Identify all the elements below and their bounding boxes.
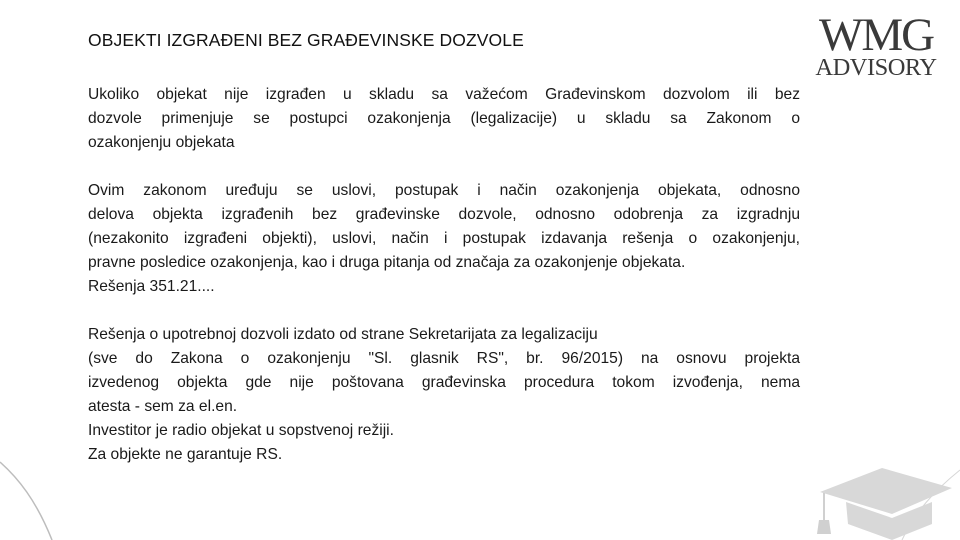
paragraph-line: Ukoliko objekat nije izgrađen u skladu sa važećom Građevinskom dozvolom ili bez bbox=[88, 86, 800, 103]
paragraph-line: Za objekte ne garantuje RS. bbox=[88, 446, 283, 463]
paragraph-3 bbox=[88, 323, 800, 467]
paragraph-line: (nezakonito izgrađeni objekti), uslovi, način i postupak izdavanja rešenja o ozakonjenju, bbox=[88, 230, 800, 247]
paragraph-line: Rešenja o upotrebnoj dozvoli izdato od strane Sekretarijata za legalizaciju bbox=[88, 326, 598, 343]
slide-title: OBJEKTI IZGRAĐENI BEZ GRAĐEVINSKE DOZVOLE bbox=[88, 30, 524, 50]
paragraph-line: Rešenja 351.21.... bbox=[88, 278, 215, 295]
paragraph-line: pravne posledice ozakonjenja, kao i druga pitanja od značaja za ozakonjenje objekata. bbox=[88, 254, 686, 271]
logo-main-text: WMG bbox=[818, 9, 934, 61]
logo-sub-text: ADVISORY bbox=[815, 54, 937, 81]
paragraph-1 bbox=[88, 83, 800, 155]
slide-body bbox=[88, 83, 800, 467]
paragraph-line: atesta - sem za el.en. bbox=[88, 398, 238, 415]
paragraph-line: Ovim zakonom uređuju se uslovi, postupak i način ozakonjenja objekata, odnosno bbox=[88, 182, 800, 199]
paragraph-line: dozvole primenjuje se postupci ozakonjenja (legalizacije) u skladu sa Zakonom o bbox=[88, 110, 800, 127]
paragraph-line: izvedenog objekta gde nije poštovana građevinska procedura tokom izvođenja, nema bbox=[88, 374, 800, 391]
paragraph-2 bbox=[88, 179, 800, 299]
graduation-cap-icon bbox=[812, 462, 960, 540]
paragraph-line: delova objekta izgrađenih bez građevinske dozvole, odnosno odobrenja za izgradnju bbox=[88, 206, 800, 223]
wmg-advisory-logo bbox=[806, 9, 946, 81]
paragraph-line: Investitor je radio objekat u sopstvenoj režiji. bbox=[88, 422, 394, 439]
paragraph-line: (sve do Zakona o ozakonjenju "Sl. glasnik RS", br. 96/2015) na osnovu projekta bbox=[88, 350, 800, 367]
bottom-left-curve bbox=[0, 462, 52, 540]
paragraph-line: ozakonjenju objekata bbox=[88, 134, 235, 151]
